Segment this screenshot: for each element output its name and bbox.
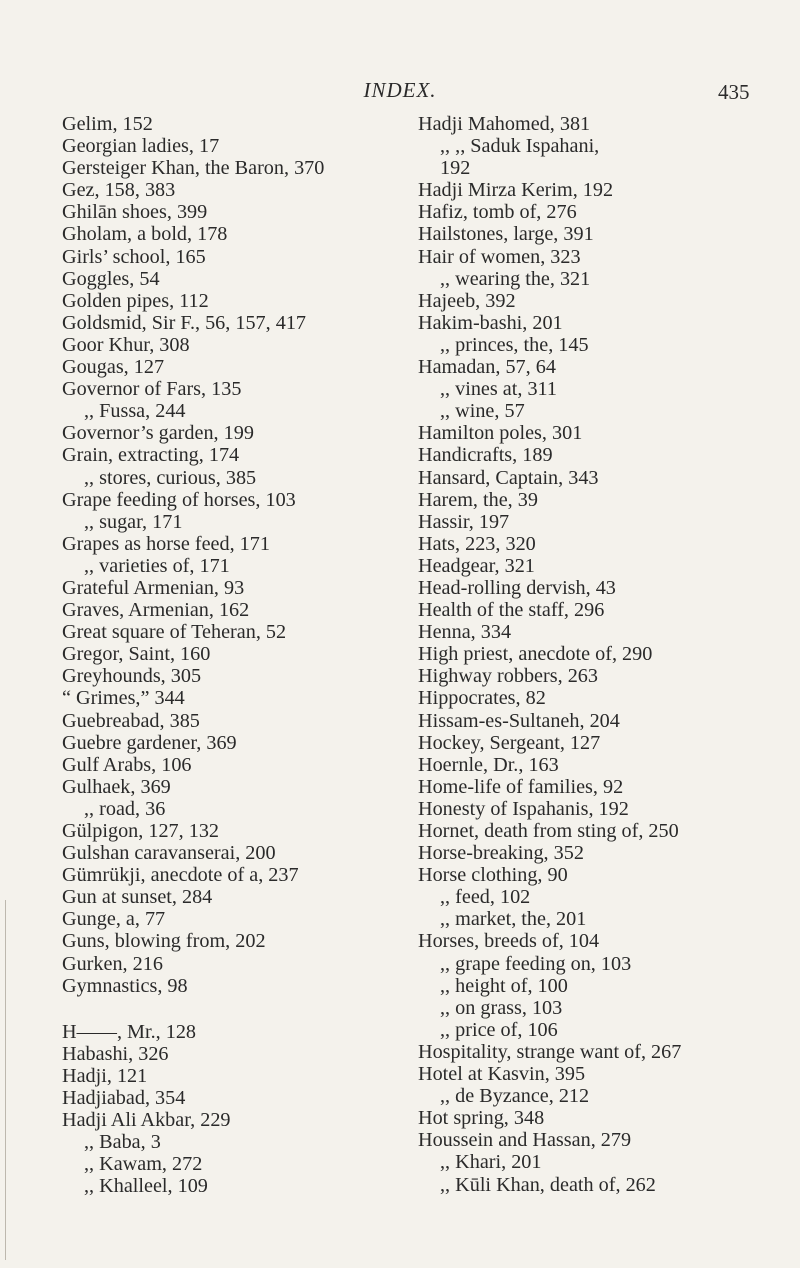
index-entry: Grain, extracting, 174 xyxy=(62,444,240,467)
index-entry: Gulshan caravanserai, 200 xyxy=(62,842,276,865)
index-entry: Headgear, 321 xyxy=(418,554,535,577)
index-entry: ,, varieties of, 171 xyxy=(84,554,230,577)
index-entry: Hadji Ali Akbar, 229 xyxy=(62,1109,231,1132)
index-entry: ,, vines at, 311 xyxy=(440,378,557,401)
index-entry: Hakim-bashi, 201 xyxy=(418,311,563,334)
index-entry: ,, Kawam, 272 xyxy=(84,1153,203,1176)
index-entry: 192 xyxy=(440,157,471,180)
index-entry: Grapes as horse feed, 171 xyxy=(62,532,270,555)
index-entry: Hot spring, 348 xyxy=(418,1107,545,1130)
index-entry: Goldsmid, Sir F., 56, 157, 417 xyxy=(62,311,307,334)
left-entries-h xyxy=(62,1021,407,1198)
right-entries-h xyxy=(418,113,788,1196)
index-entry: Home-life of families, 92 xyxy=(418,775,624,798)
index-entry: Hassir, 197 xyxy=(418,510,510,533)
index-entry: ,, Baba, 3 xyxy=(84,1131,161,1154)
index-entry: ,, grape feeding on, 103 xyxy=(440,952,632,975)
index-entry: Goggles, 54 xyxy=(62,267,160,290)
index-entry: ,, Khari, 201 xyxy=(440,1151,542,1174)
index-entry: Hansard, Captain, 343 xyxy=(418,466,599,489)
index-entry: Grape feeding of horses, 103 xyxy=(62,488,296,511)
index-entry: ,, height of, 100 xyxy=(440,974,568,997)
left-column xyxy=(62,113,407,1198)
index-entry: Hockey, Sergeant, 127 xyxy=(418,731,601,754)
index-entry: Hailstones, large, 391 xyxy=(418,223,594,246)
index-entry: ,, Fussa, 244 xyxy=(84,400,186,423)
index-entry: Hadji Mahomed, 381 xyxy=(418,113,591,135)
index-entry: Golden pipes, 112 xyxy=(62,289,209,312)
index-entry: Henna, 334 xyxy=(418,621,512,644)
index-entry: ,, princes, the, 145 xyxy=(440,333,589,356)
index-entry: ,, price of, 106 xyxy=(440,1018,558,1041)
index-entry: Gurken, 216 xyxy=(62,952,163,975)
index-entry: Hotel at Kasvin, 395 xyxy=(418,1063,586,1086)
index-entry: Gholam, a bold, 178 xyxy=(62,223,228,246)
index-entry: Guns, blowing from, 202 xyxy=(62,930,266,953)
index-entry: Governor’s garden, 199 xyxy=(62,422,254,445)
section-gap xyxy=(62,997,407,1021)
index-entry: Handicrafts, 189 xyxy=(418,444,553,467)
index-entry: Horse clothing, 90 xyxy=(418,864,568,887)
index-entry: ,, wine, 57 xyxy=(440,400,525,423)
index-entry: Graves, Armenian, 162 xyxy=(62,599,250,622)
index-entry: Georgian ladies, 17 xyxy=(62,135,220,158)
index-entry: Gersteiger Khan, the Baron, 370 xyxy=(62,157,325,180)
index-entry: Gümrükji, anecdote of a, 237 xyxy=(62,864,299,887)
index-entry: ,, road, 36 xyxy=(84,797,166,820)
running-title: INDEX. xyxy=(363,78,437,102)
page-number: 435 xyxy=(718,80,750,104)
index-entry: ,, stores, curious, 385 xyxy=(84,466,257,489)
index-entry: Hamadan, 57, 64 xyxy=(418,356,556,379)
index-entry: “ Grimes,” 344 xyxy=(62,687,185,710)
index-entry: Horses, breeds of, 104 xyxy=(418,930,600,953)
index-entry: Guebre gardener, 369 xyxy=(62,731,237,754)
index-entry: Gregor, Saint, 160 xyxy=(62,643,211,666)
index-entry: ,, on grass, 103 xyxy=(440,996,563,1019)
index-entry: Hadjiabad, 354 xyxy=(62,1087,186,1110)
index-entry: High priest, anecdote of, 290 xyxy=(418,643,653,666)
index-entry: Gougas, 127 xyxy=(62,356,165,379)
index-entry: Harem, the, 39 xyxy=(418,488,538,511)
index-entry: ,, market, the, 201 xyxy=(440,908,587,931)
index-entry: Head-rolling dervish, 43 xyxy=(418,576,616,599)
index-entry: Ghilān shoes, 399 xyxy=(62,201,208,224)
index-entry: Gulf Arabs, 106 xyxy=(62,753,192,776)
index-entry: ,, de Byzance, 212 xyxy=(440,1085,590,1108)
index-entry: ,, ,, Saduk Ispahani, xyxy=(440,135,600,158)
index-entry: ,, feed, 102 xyxy=(440,886,531,909)
index-entry: Highway robbers, 263 xyxy=(418,665,598,688)
index-entry: Goor Khur, 308 xyxy=(62,333,190,356)
index-entry: ,, Kūli Khan, death of, 262 xyxy=(440,1173,656,1196)
index-entry: ,, sugar, 171 xyxy=(84,510,183,533)
margin-rule xyxy=(5,900,6,1260)
index-entry: Girls’ school, 165 xyxy=(62,245,206,268)
index-entry: Hats, 223, 320 xyxy=(418,532,536,555)
left-entries-g xyxy=(62,113,407,997)
index-entry: Governor of Fars, 135 xyxy=(62,378,242,401)
index-entry: Hair of women, 323 xyxy=(418,245,581,268)
index-entry: Hoernle, Dr., 163 xyxy=(418,753,559,776)
index-entry: Hornet, death from sting of, 250 xyxy=(418,820,679,842)
index-entry: Grateful Armenian, 93 xyxy=(62,576,245,599)
index-entry: Gunge, a, 77 xyxy=(62,908,166,931)
index-entry: Habashi, 326 xyxy=(62,1042,169,1065)
index-entry: Gymnastics, 98 xyxy=(62,974,188,997)
index-entry: ,, wearing the, 321 xyxy=(440,267,591,290)
index-entry: Gun at sunset, 284 xyxy=(62,886,213,909)
index-entry: Hafiz, tomb of, 276 xyxy=(418,201,577,224)
index-entry: Honesty of Ispahanis, 192 xyxy=(418,797,629,820)
index-entry: Hadji, 121 xyxy=(62,1064,148,1087)
index-entry: H——, Mr., 128 xyxy=(62,1020,197,1043)
index-entry: Horse-breaking, 352 xyxy=(418,842,584,865)
index-entry: Hajeeb, 392 xyxy=(418,289,516,312)
index-entry: Gulhaek, 369 xyxy=(62,775,171,798)
index-entry: Guebreabad, 385 xyxy=(62,709,200,732)
index-entry: Houssein and Hassan, 279 xyxy=(418,1129,632,1152)
index-entry: Greyhounds, 305 xyxy=(62,665,202,688)
index-entry: Gülpigon, 127, 132 xyxy=(62,820,220,842)
index-entry: Great square of Teheran, 52 xyxy=(62,621,287,644)
index-entry: Hospitality, strange want of, 267 xyxy=(418,1040,682,1063)
right-column xyxy=(418,113,788,1196)
index-entry: Health of the staff, 296 xyxy=(418,599,605,622)
index-entry: Hamilton poles, 301 xyxy=(418,422,583,445)
index-entry: Hippocrates, 82 xyxy=(418,687,546,710)
index-entry: Hissam-es-Sultaneh, 204 xyxy=(418,709,620,732)
index-entry: Hadji Mirza Kerim, 192 xyxy=(418,179,614,202)
index-entry: Gelim, 152 xyxy=(62,113,153,135)
index-entry: Gez, 158, 383 xyxy=(62,179,176,202)
index-entry: ,, Khalleel, 109 xyxy=(84,1175,208,1198)
